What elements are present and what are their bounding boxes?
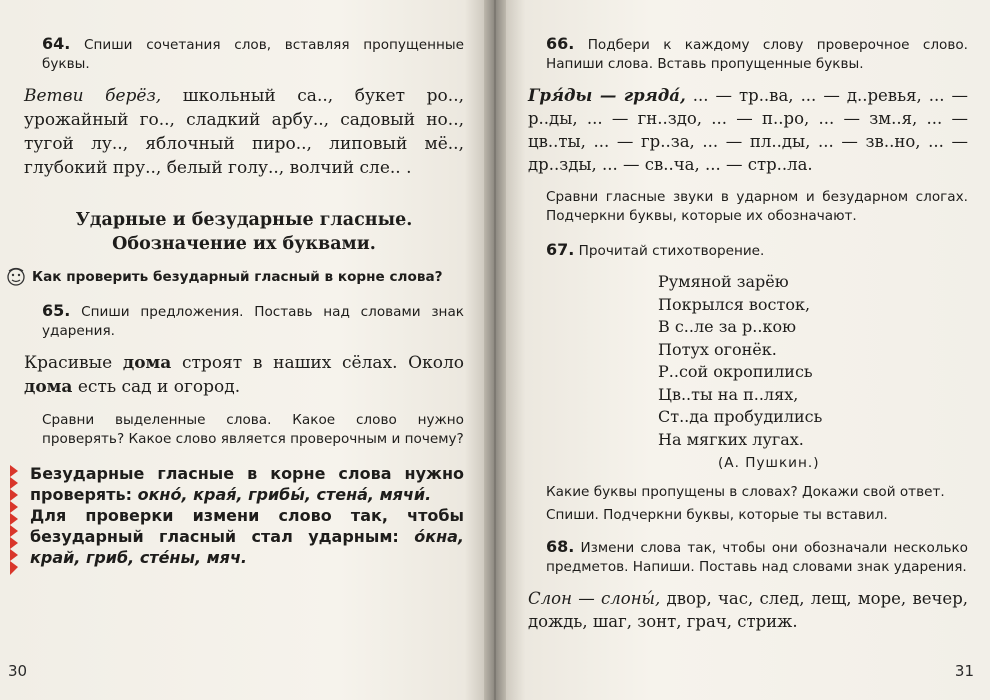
highlighted-word: дома	[122, 353, 172, 373]
rule-box	[24, 463, 464, 568]
sentence-part: строят в наших сёлах. Около	[182, 353, 465, 373]
exercise-number: 65.	[42, 301, 71, 320]
compare-text: Сравни гласные звуки в ударном и безударном слогах. Подчеркни буквы, которые их обозначают.	[546, 189, 968, 224]
sentence-part: есть сад и огород.	[77, 377, 241, 397]
highlighted-word: дома	[24, 377, 73, 397]
poem-question	[528, 483, 968, 502]
exercise-number: 64.	[42, 34, 71, 53]
exercise-64-task	[24, 34, 464, 74]
rule-examples: окно́, края́, грибы́, стена́, мячи́.	[137, 485, 432, 504]
left-page	[0, 0, 484, 700]
poem-line: Румяной зарёю	[658, 272, 789, 291]
instruction-text: Спиши. Подчеркни буквы, которые ты вставил.	[546, 507, 888, 523]
question-text: Как проверить безударный гласный в корне слова?	[32, 269, 443, 285]
task-text: Измени слова так, чтобы они обозначали несколько предметов. Напиши. Поставь над словами знак ударения.	[546, 540, 968, 575]
exercise-number: 66.	[546, 34, 575, 53]
exercise-64-words	[24, 84, 464, 180]
example-word: Ветви берёз,	[24, 86, 162, 106]
exercise-65-task	[24, 301, 464, 341]
book-spine	[484, 0, 506, 700]
poem	[658, 271, 968, 451]
compare-instruction	[24, 411, 464, 449]
poem-author: (А. Пушкин.)	[718, 455, 820, 471]
poem-line: Цв..ты на п..лях,	[658, 384, 799, 404]
word-list: ... — тр..ва, ... — д..ревья, ... — р..ды, ... — гн..здо, ... — п..ро, ... — зм..я, ... — цв..ты, ... — гр..за, ... — пл..ды, ... — зв..но, ... — др..зды, ... — св..ча, ... — стр..ла.	[528, 86, 968, 174]
task-text: Подбери к каждому слову проверочное слово. Напиши слова. Вставь пропущенные буквы.	[546, 37, 969, 72]
heading-line-1: Ударные и безударные гласные.	[75, 210, 413, 230]
poem-line: Ст..да пробудились	[658, 407, 823, 426]
compare-text: Сравни выделенные слова. Какое слово нужно проверять? Какое слово является проверочным и почему?	[42, 412, 464, 447]
rule-marker	[10, 465, 18, 575]
exercise-number: 67.	[546, 240, 575, 259]
question-text: Какие буквы пропущены в словах? Докажи свой ответ.	[546, 484, 945, 500]
exercise-68-words	[528, 587, 968, 633]
example-pair: Слон — слоны́,	[528, 589, 661, 608]
question-block	[24, 268, 464, 287]
example-pair: Гря́ды — гряда́,	[528, 86, 686, 105]
thinking-head-icon	[6, 266, 26, 288]
word-list: двор, час, след, лещ, море, вечер, дождь, шаг, зонт, грач, стриж.	[528, 589, 969, 631]
section-heading	[24, 208, 464, 256]
poem-instruction	[528, 506, 968, 525]
page-number: 30	[8, 662, 28, 680]
poem-line: Покрылся восток,	[658, 294, 811, 314]
compare-instruction	[528, 188, 968, 226]
exercise-number: 68.	[546, 537, 575, 556]
heading-line-2: Обозначение их буквами.	[112, 234, 376, 254]
task-text: Спиши предложения. Поставь над словами знак ударения.	[42, 304, 464, 339]
exercise-67-task	[528, 240, 968, 261]
task-text: Прочитай стихотворение.	[578, 243, 765, 259]
page-number: 31	[954, 662, 974, 680]
word-list: школьный са.., букет ро.., урожайный го.., сладкий арбу.., садовый но.., тугой лу.., яблочный пиро.., липовый мё.., глубокий пру.., белый голу.., волчий сле.. .	[24, 86, 464, 178]
poem-line: Потух огонёк.	[658, 339, 777, 359]
right-page	[506, 0, 990, 700]
rule-text: Безударные гласные в корне слова нужно проверять:	[30, 464, 464, 504]
exercise-66-task	[528, 34, 968, 74]
sentence-part: Красивые	[24, 353, 113, 373]
poem-line: На мягких лугах.	[658, 429, 804, 449]
poem-line: В с..ле за р..кою	[658, 317, 797, 336]
task-text: Спиши сочетания слов, вставляя пропущенные буквы.	[42, 37, 464, 72]
rule-examples: о́кна, край, гриб, сте́ны, мяч.	[30, 527, 464, 567]
exercise-65-sentences	[24, 351, 464, 399]
exercise-68-task	[528, 537, 968, 577]
poem-line: Р..сой окропились	[658, 362, 813, 381]
exercise-66-words	[528, 84, 968, 176]
rule-text: Для проверки измени слово так, чтобы безударный гласный стал ударным:	[30, 506, 464, 546]
